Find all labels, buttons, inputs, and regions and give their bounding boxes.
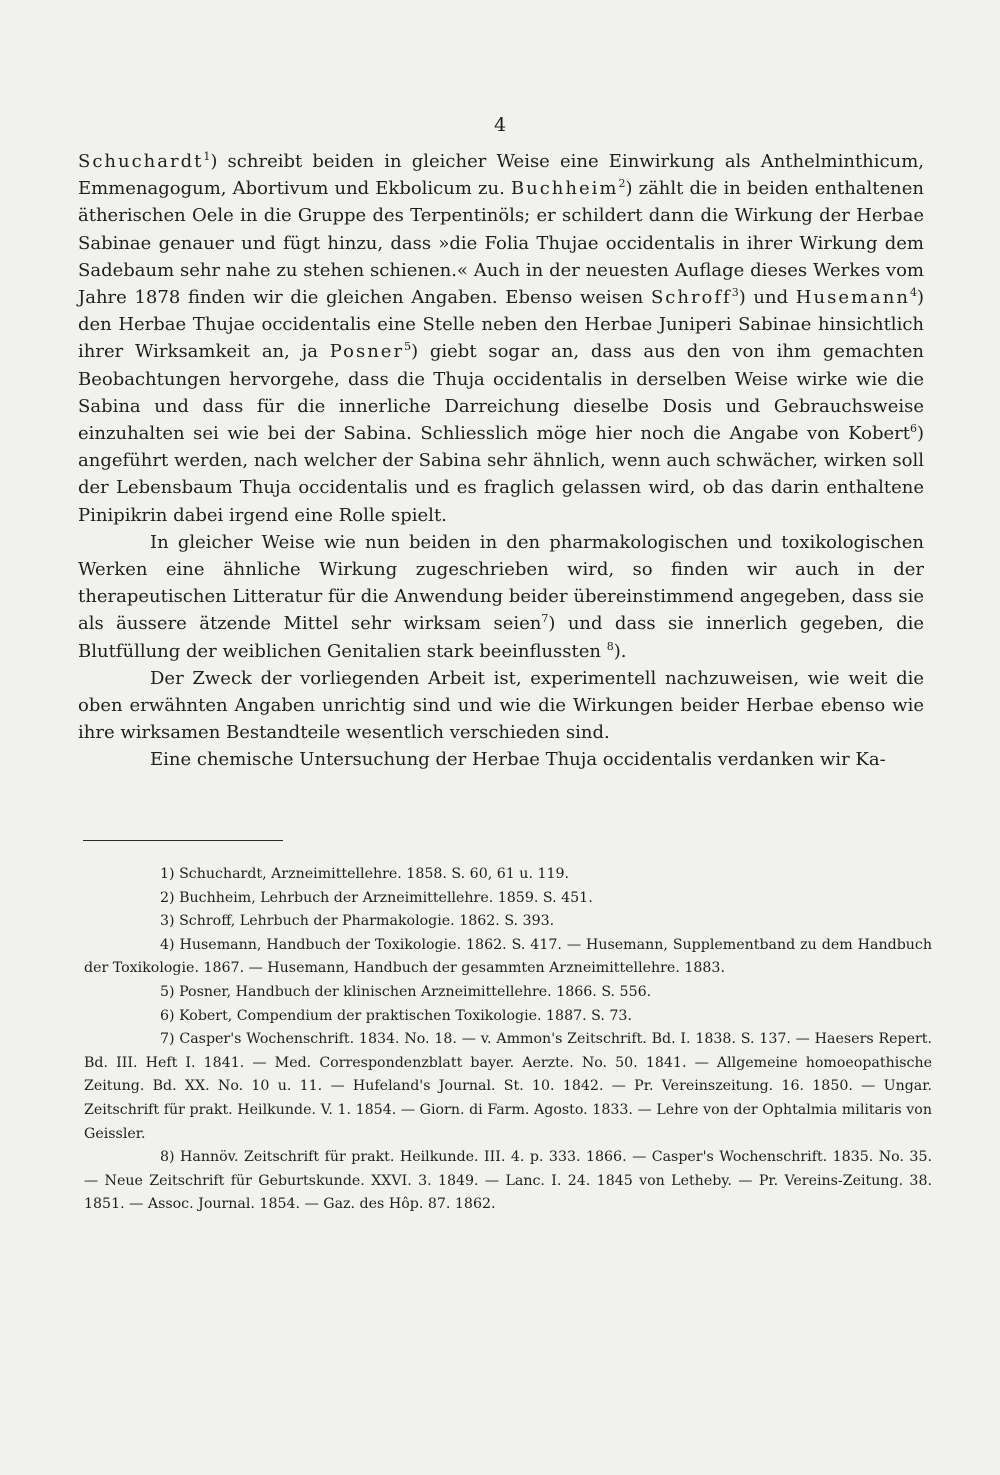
footnote-ref: 7 bbox=[541, 612, 549, 626]
paragraph-2 bbox=[78, 529, 924, 665]
author-name: Posner bbox=[329, 341, 405, 363]
paragraph-4: Eine chemische Untersuchung der Herbae Thuja occidentalis verdanken wir Ka- bbox=[150, 749, 886, 771]
footnote-3: 3) Schroff, Lehrbuch der Pharmakologie. 1862. S. 393. bbox=[160, 913, 555, 930]
footnote-1: 1) Schuchardt, Arzneimittellehre. 1858. S. 60, 61 u. 119. bbox=[160, 866, 570, 882]
footnote-ref: 1 bbox=[203, 150, 211, 163]
page-number: 4 bbox=[493, 114, 507, 136]
text-run: ) und dass sie innerlich gegeben, die Blutfüllung der weiblichen Genitalien stark beeinflussten bbox=[78, 613, 925, 662]
footnote-ref: 5 bbox=[404, 340, 412, 354]
author-name: Schroff bbox=[650, 287, 732, 309]
footnote-5: 5) Posner, Handbuch der klinischen Arzneimittellehre. 1866. S. 556. bbox=[160, 983, 652, 1000]
text-run: ) zählt die in beiden enthaltenen ätherischen Oele in die Gruppe des Terpentinöls; er schildert dann die Wirkung der Herbae Sabinae genauer und fügt hinzu, dass »die Folia Thujae occidentalis in ihrer Wirkung dem Sadebaum sehr nahe zu stehen schienen.« Auch in der neuesten Auflage dieses Werkes vom Jahre 1878 finden wir die gleichen Angaben. Ebenso weisen bbox=[78, 178, 924, 309]
author-name: Buchheim bbox=[510, 178, 619, 200]
footnote-ref: 4 bbox=[909, 286, 917, 300]
author-name: Husemann bbox=[795, 287, 910, 309]
footnote-2: 2) Buchheim, Lehrbuch der Arzneimittellehre. 1859. S. 451. bbox=[160, 889, 593, 906]
text-run: In gleicher Weise wie nun beiden in den pharmakologischen und toxikologischen Werken eine ähnliche Wirkung zugeschrieben wird, so finden wir auch in der therapeutischen Litteratur für die Anwendung beider übereinstimmend angegeben, dass sie als äussere ätzende Mittel sehr wirksam seien bbox=[78, 531, 924, 635]
footnote-ref: 6 bbox=[909, 422, 917, 436]
text-run: ) den Herbae Thujae occidentalis eine Stelle neben den Herbae Juniperi Sabinae hinsichtlich ihrer Wirksamkeit an, ja bbox=[78, 287, 924, 363]
text-run: ). bbox=[613, 640, 627, 662]
author-name: Schuchardt bbox=[78, 151, 204, 172]
paragraph-3: Der Zweck der vorliegenden Arbeit ist, experimentell nachzuweisen, wie weit die oben erwähnten Angaben unrichtig sind und wie die Wirkungen beider Herbae ebenso wie ihre wirksamen Bestandteile wesentlich verschieden sind. bbox=[78, 667, 924, 744]
footnote-8: 8) Hannöv. Zeitschrift für prakt. Heilkunde. III. 4. p. 333. 1866. — Casper's Wochenschrift. 1835. No. 35. — Neue Zeitschrift für Geburtskunde. XXVI. 3. 1849. — Lanc. I. 24. 1845 von Letheby. — Pr. Vereins-Zeitung. 38. 1851. — Assoc. Journal. 1854. — Gaz. des Hôp. 87. 1862. bbox=[84, 1149, 932, 1213]
text-run: ) angeführt werden, nach welcher der Sabina sehr ähnlich, wenn auch schwächer, wirken soll der Lebensbaum Thuja occidentalis und es fraglich gelassen wird, ob das darin enthaltene Pinipikrin dabei irgend eine Rolle spielt. bbox=[78, 423, 924, 526]
footnote-ref: 8 bbox=[606, 639, 614, 653]
paragraph-1 bbox=[78, 148, 924, 529]
footnote-divider bbox=[83, 840, 283, 841]
footnote-4: 4) Husemann, Handbuch der Toxikologie. 1862. S. 417. — Husemann, Supplementband zu dem Handbuch der Toxikologie. 1867. — Husemann, Handbuch der gesammten Arzneimittellehre. 1883. bbox=[84, 936, 932, 977]
text-run: ) und bbox=[738, 287, 796, 309]
footnote-7: 7) Casper's Wochenschrift. 1834. No. 18. — v. Ammon's Zeitschrift. Bd. I. 1838. S. 137. — Haesers Repert. Bd. III. Heft I. 1841. — Med. Correspondenzblatt bayer. Aerzte. No. 50. 1841. — Allgemeine homoeopathische Zeitung. Bd. XX. No. 10 u. 11. — Hufeland's Journal. St. 10. 1842. — Pr. Vereinszeitung. 16. 1850. — Ungar. Zeitschrift für prakt. Heilkunde. V. 1. 1854. — Giorn. di Farm. Agosto. 1833. — Lehre von der Ophtalmia militaris von Geissler. bbox=[84, 1031, 932, 1142]
text-run: ) schreibt beiden in gleicher Weise eine Einwirkung als Anthelminthicum, Emmenagogum, Abortivum und Ekbolicum zu. bbox=[78, 151, 924, 200]
text-run: ) giebt sogar an, dass aus den von ihm gemachten Beobachtungen hervorgehe, dass die Thuja occidentalis in derselben Weise wirke wie die Sabina und dass für die innerliche Darreichung dieselbe Dosis und Gebrauchsweise einzuhalten sei wie bei der Sabina. Schliesslich möge hier noch die Angabe von Kobert bbox=[78, 341, 924, 445]
footnotes bbox=[84, 863, 932, 1217]
body-text bbox=[78, 148, 924, 774]
footnote-6: 6) Kobert, Compendium der praktischen Toxikologie. 1887. S. 73. bbox=[160, 1007, 632, 1024]
footnote-ref: 3 bbox=[731, 286, 739, 300]
footnote-ref: 2 bbox=[618, 177, 626, 191]
